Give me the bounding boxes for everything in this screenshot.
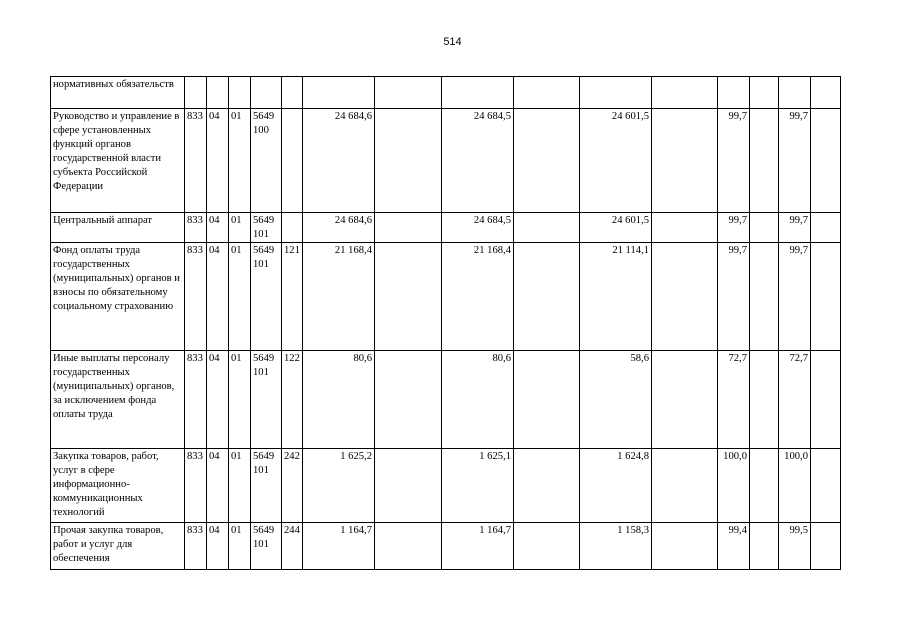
cell-section: [207, 77, 229, 109]
cell-blank: [652, 77, 718, 109]
cell-name: Иные выплаты персоналу государственных (муниципальных) органов, за исключением фонда оплаты труда: [51, 351, 185, 449]
cell-approved-plan: 24 684,6: [303, 213, 375, 243]
cell-expense-type: [282, 77, 303, 109]
cell-blank: [652, 109, 718, 213]
cell-target-article: [251, 77, 282, 109]
table-row: [51, 351, 841, 449]
cell-expense-type: [282, 213, 303, 243]
table-row: [51, 523, 841, 570]
cell-subsection: 01: [229, 523, 251, 570]
cell-target-article: 5649 101: [251, 523, 282, 570]
cell-blank: [514, 213, 580, 243]
cell-blank: [750, 243, 779, 351]
table-row: [51, 213, 841, 243]
cell-approved-plan: 1 625,2: [303, 449, 375, 523]
cell-refined-plan: 24 684,5: [442, 109, 514, 213]
cell-subsection: 01: [229, 213, 251, 243]
cell-approved-plan: 80,6: [303, 351, 375, 449]
cell-grbs: [185, 77, 207, 109]
cell-executed: 21 114,1: [580, 243, 652, 351]
cell-target-article: 5649 101: [251, 449, 282, 523]
cell-expense-type: [282, 109, 303, 213]
cell-blank: [750, 77, 779, 109]
page-number: 514: [443, 36, 462, 48]
cell-section: 04: [207, 213, 229, 243]
cell-subsection: 01: [229, 109, 251, 213]
cell-executed: 58,6: [580, 351, 652, 449]
cell-blank: [514, 523, 580, 570]
table-row: [51, 77, 841, 109]
cell-expense-type: 242: [282, 449, 303, 523]
cell-grbs: 833: [185, 523, 207, 570]
cell-target-article: 5649 101: [251, 351, 282, 449]
cell-percent-refined: 99,7: [779, 243, 811, 351]
cell-percent-refined: 99,7: [779, 109, 811, 213]
cell-name: Центральный аппарат: [51, 213, 185, 243]
table-row: [51, 243, 841, 351]
cell-name: Фонд оплаты труда государственных (муниципальных) органов и взносы по обязательному социальному страхованию: [51, 243, 185, 351]
cell-subsection: 01: [229, 449, 251, 523]
cell-target-article: 5649 101: [251, 213, 282, 243]
cell-refined-plan: 80,6: [442, 351, 514, 449]
cell-executed: 1 624,8: [580, 449, 652, 523]
cell-refined-plan: 1 625,1: [442, 449, 514, 523]
cell-blank: [652, 243, 718, 351]
cell-approved-plan: [303, 77, 375, 109]
cell-percent-refined: 99,5: [779, 523, 811, 570]
cell-section: 04: [207, 243, 229, 351]
cell-percent-approved: 99,7: [718, 243, 750, 351]
cell-percent-approved: 100,0: [718, 449, 750, 523]
cell-executed: 24 601,5: [580, 213, 652, 243]
cell-blank: [811, 213, 841, 243]
cell-blank: [750, 213, 779, 243]
cell-blank: [375, 77, 442, 109]
cell-expense-type: 121: [282, 243, 303, 351]
cell-name: Закупка товаров, работ, услуг в сфере информационно-коммуникационных технологий: [51, 449, 185, 523]
cell-name: Прочая закупка товаров, работ и услуг для обеспечения: [51, 523, 185, 570]
cell-blank: [750, 109, 779, 213]
cell-subsection: 01: [229, 351, 251, 449]
cell-executed: [580, 77, 652, 109]
cell-blank: [811, 351, 841, 449]
cell-percent-refined: 72,7: [779, 351, 811, 449]
cell-grbs: 833: [185, 449, 207, 523]
cell-refined-plan: [442, 77, 514, 109]
cell-approved-plan: 24 684,6: [303, 109, 375, 213]
cell-section: 04: [207, 523, 229, 570]
cell-blank: [375, 351, 442, 449]
cell-blank: [514, 77, 580, 109]
cell-percent-refined: 100,0: [779, 449, 811, 523]
budget-execution-table: [50, 76, 841, 570]
cell-approved-plan: 1 164,7: [303, 523, 375, 570]
cell-blank: [375, 243, 442, 351]
cell-blank: [750, 523, 779, 570]
cell-blank: [514, 243, 580, 351]
cell-blank: [811, 449, 841, 523]
cell-percent-approved: 72,7: [718, 351, 750, 449]
cell-blank: [514, 351, 580, 449]
cell-name: нормативных обязательств: [51, 77, 185, 109]
cell-grbs: 833: [185, 213, 207, 243]
cell-section: 04: [207, 449, 229, 523]
cell-blank: [652, 449, 718, 523]
cell-refined-plan: 1 164,7: [442, 523, 514, 570]
cell-section: 04: [207, 351, 229, 449]
cell-refined-plan: 21 168,4: [442, 243, 514, 351]
cell-blank: [375, 449, 442, 523]
cell-subsection: [229, 77, 251, 109]
cell-percent-refined: [779, 77, 811, 109]
cell-grbs: 833: [185, 109, 207, 213]
cell-blank: [514, 109, 580, 213]
cell-section: 04: [207, 109, 229, 213]
cell-grbs: 833: [185, 351, 207, 449]
cell-blank: [375, 109, 442, 213]
cell-subsection: 01: [229, 243, 251, 351]
cell-percent-approved: 99,7: [718, 109, 750, 213]
cell-percent-approved: 99,7: [718, 213, 750, 243]
cell-grbs: 833: [185, 243, 207, 351]
cell-blank: [375, 213, 442, 243]
cell-blank: [652, 523, 718, 570]
table-row: [51, 449, 841, 523]
cell-executed: 1 158,3: [580, 523, 652, 570]
cell-blank: [811, 77, 841, 109]
table-row: [51, 109, 841, 213]
cell-expense-type: 122: [282, 351, 303, 449]
cell-blank: [811, 523, 841, 570]
cell-refined-plan: 24 684,5: [442, 213, 514, 243]
cell-blank: [811, 243, 841, 351]
cell-blank: [750, 449, 779, 523]
cell-blank: [750, 351, 779, 449]
cell-target-article: 5649 100: [251, 109, 282, 213]
cell-blank: [375, 523, 442, 570]
cell-percent-approved: 99,4: [718, 523, 750, 570]
cell-executed: 24 601,5: [580, 109, 652, 213]
cell-percent-approved: [718, 77, 750, 109]
cell-blank: [652, 351, 718, 449]
cell-blank: [652, 213, 718, 243]
cell-name: Руководство и управление в сфере установленных функций органов государственной власти субъекта Российской Федерации: [51, 109, 185, 213]
cell-blank: [811, 109, 841, 213]
cell-blank: [514, 449, 580, 523]
cell-target-article: 5649 101: [251, 243, 282, 351]
cell-approved-plan: 21 168,4: [303, 243, 375, 351]
cell-percent-refined: 99,7: [779, 213, 811, 243]
cell-expense-type: 244: [282, 523, 303, 570]
